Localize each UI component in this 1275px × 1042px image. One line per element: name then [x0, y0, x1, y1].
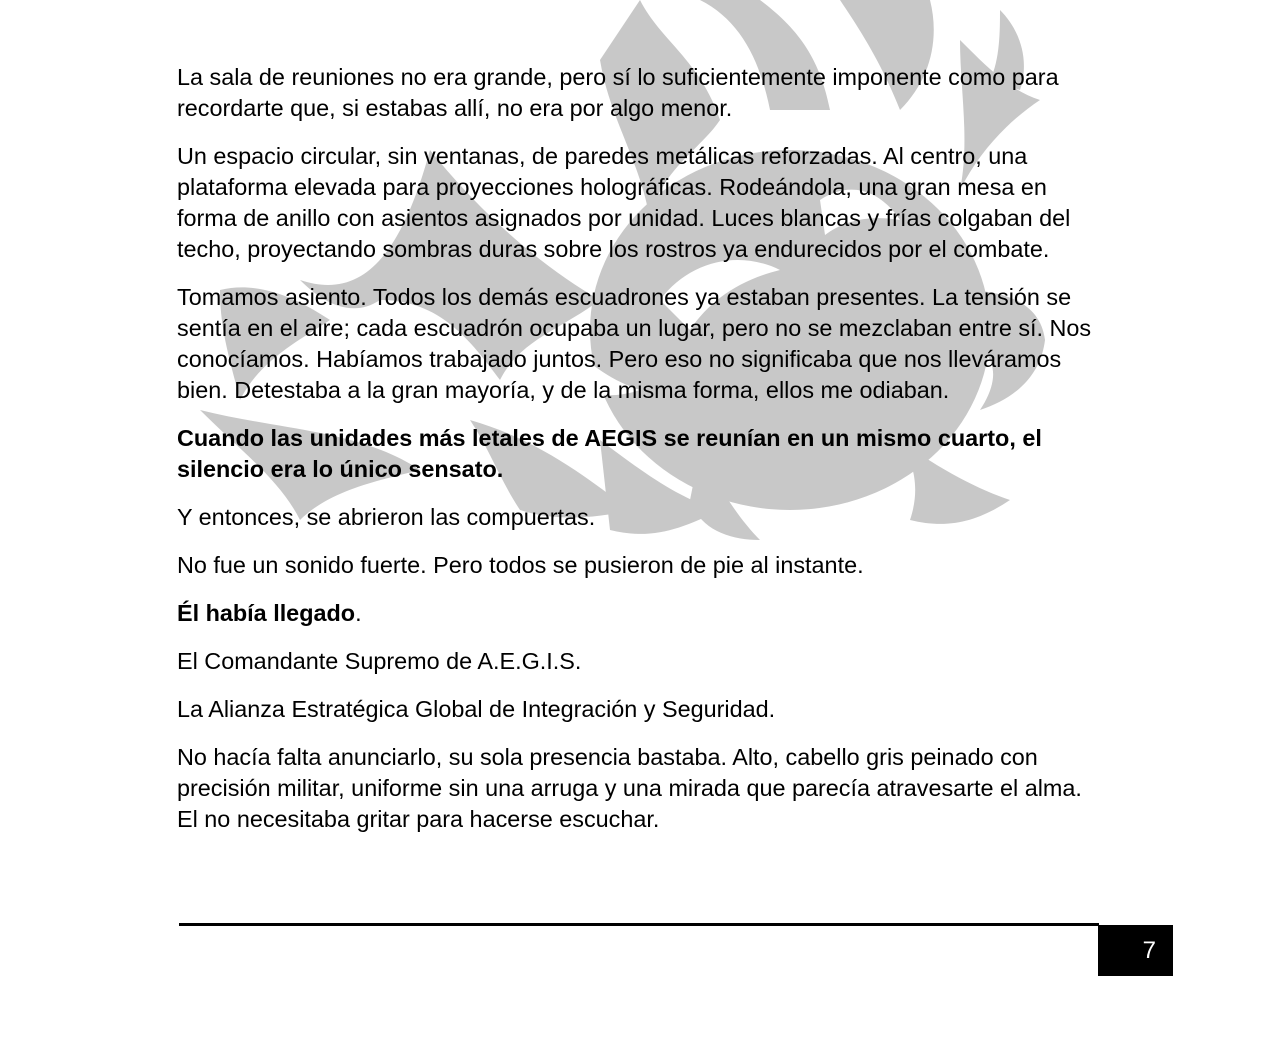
arrival-period: .: [355, 600, 362, 626]
paragraph-8: El Comandante Supremo de A.E.G.I.S.: [177, 648, 582, 674]
paragraph-1: La sala de reuniones no era grande, pero sí lo suficientemente imponente como para recordarte que, si estabas allí, no era por algo menor.: [177, 64, 1059, 121]
paragraph-7: [177, 598, 1097, 629]
page-number-box: [1098, 925, 1173, 976]
bold-statement: Cuando las unidades más letales de AEGIS se reunían en un mismo cuarto, el silencio era lo único sensato.: [177, 425, 1042, 482]
document-body: [177, 62, 1097, 852]
paragraph-10: No hacía falta anunciarlo, su sola presencia bastaba. Alto, cabello gris peinado con precisión militar, uniforme sin una arruga y una mirada que parecía atravesarte el alma. El no necesitaba gritar para hacerse escuchar.: [177, 744, 1082, 832]
paragraph-2: Un espacio circular, sin ventanas, de paredes metálicas reforzadas. Al centro, una plataforma elevada para proyecciones holográficas. Rodeándola, una gran mesa en forma de anillo con asientos asignados por unidad. Luces blancas y frías colgaban del techo, proyectando sombras duras sobre los rostros ya endurecidos por el combate.: [177, 143, 1071, 262]
arrival-bold-text: Él había llegado: [177, 600, 356, 626]
paragraph-5: Y entonces, se abrieron las compuertas.: [177, 504, 596, 530]
page-number: 7: [1142, 937, 1156, 964]
paragraph-3: Tomamos asiento. Todos los demás escuadrones ya estaban presentes. La tensión se sentía en el aire; cada escuadrón ocupaba un lugar, pero no se mezclaban entre sí. Nos conocíamos. Habíamos trabajado juntos. Pero eso no significaba que nos lleváramos bien. Detestaba a la gran mayoría, y de la misma forma, ellos me odiaban.: [177, 284, 1092, 403]
paragraph-4-bold: [177, 423, 1097, 485]
footer-rule: [179, 923, 1099, 926]
paragraph-9: La Alianza Estratégica Global de Integración y Seguridad.: [177, 696, 776, 722]
paragraph-6: No fue un sonido fuerte. Pero todos se pusieron de pie al instante.: [177, 552, 864, 578]
